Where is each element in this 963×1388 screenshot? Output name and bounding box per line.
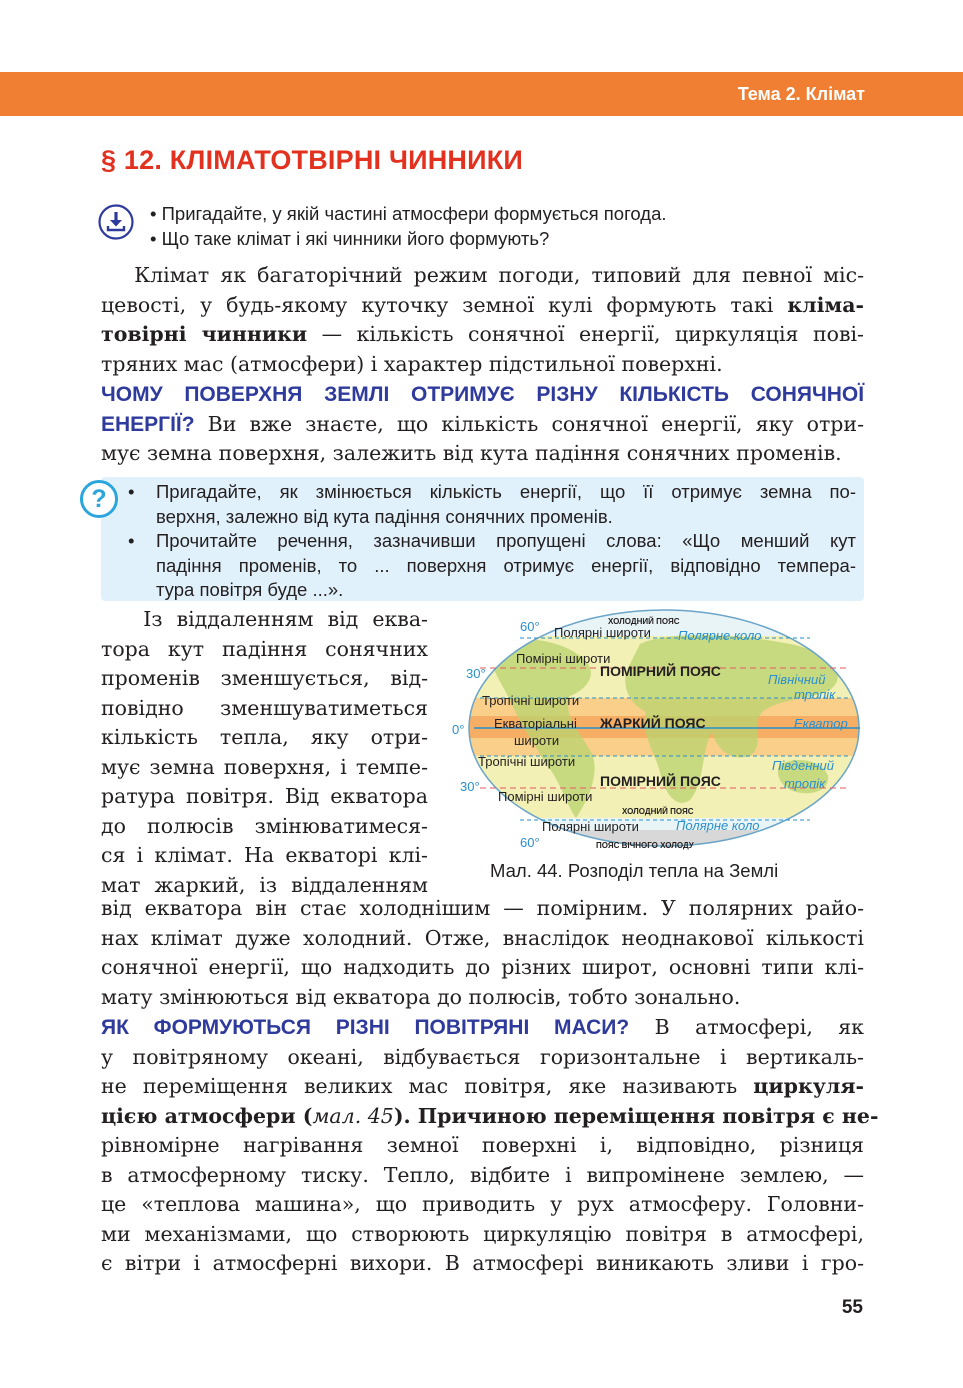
question-icon: ? [80, 480, 118, 518]
zone-label: ХОЛОДНИЙ ПОЯС [622, 803, 694, 817]
text-line: ратура повітря. Від екватора [101, 784, 428, 808]
zone-label: ЖАРКИЙ ПОЯС [600, 715, 706, 731]
text-line: мату змінюються від екватора до полюсів, тобто зонально. [101, 984, 741, 1009]
zone-label: ПОМІРНИЙ ПОЯС [600, 663, 721, 679]
text-line: рівномірне нагрівання земної поверхні і, відповідно, різниця [101, 1133, 864, 1157]
section-heading: ЕНЕРГІЇ? [101, 412, 195, 436]
term-bold: кліма- [787, 292, 864, 317]
text-line: мує земна поверхня, залежить від кута падіння сонячних променів. [101, 441, 842, 465]
line-label: тропік [784, 776, 826, 791]
page-number: 55 [841, 1297, 863, 1318]
question-item [128, 529, 856, 603]
text-line: мат жаркий, із віддаленням [101, 872, 428, 897]
latitude-label: широти [514, 733, 560, 748]
text-line: верхня, залежно від кута падіння сонячних променів. [156, 505, 613, 527]
zone-label: ХОЛОДНИЙ ПОЯС [608, 613, 680, 627]
text-line: Прочитайте речення, зазначивши пропущені слова: «Що менший кут [156, 530, 856, 551]
text-line: це «теплова машина», що приводить у рух атмосферу. Головни- [101, 1192, 864, 1216]
recall-list [150, 201, 667, 251]
line-label: Північний [768, 672, 826, 687]
text-line: Пригадайте, як змінюється кількість енергії, що її отримує земна по- [156, 481, 856, 502]
latitude-label: Полярні широти [542, 819, 639, 834]
section-heading: ЧОМУ ПОВЕРХНЯ ЗЕМЛІ ОТРИМУЄ РІЗНУ КІЛЬКІСТЬ СОНЯЧНОЇ [101, 383, 864, 406]
bullet: • [128, 530, 135, 551]
text-line: у повітряному океані, відбувається горизонтальне і вертикаль- [101, 1044, 864, 1069]
lat-label: 60° [520, 835, 540, 850]
download-arrow-icon [98, 204, 134, 240]
text-line: тура повітря буде ...». [156, 579, 344, 600]
zone-label: ПОЯС ВІЧНОГО ХОЛОДУ [596, 837, 694, 851]
text-line: повідно зменшуватиметься [101, 695, 428, 720]
latitude-label: Полярні широти [554, 625, 651, 640]
text-line: в атмосферному тиску. Тепло, відбите і випромінене землею, — [101, 1162, 864, 1187]
text-line: мує земна поверхня, і темпе- [101, 754, 428, 779]
side-paragraph [101, 605, 428, 900]
text-line: ся і клімат. На екваторі клі- [101, 843, 428, 867]
term-bold: цією атмосфери [101, 1103, 296, 1128]
text-line: Клімат як багаторічний режим погоди, типовий для певної міс- [134, 263, 864, 287]
text-line: ЯК ФОРМУЮТЬСЯ РІЗНІ ПОВІТРЯНІ МАСИ? В атмосфері, як [101, 1015, 864, 1039]
bullet: • [128, 481, 135, 502]
text-line: товірні чинники — кількість сонячної енергії, циркуляція пові- [101, 322, 864, 346]
section-why-energy [101, 380, 864, 469]
line-label: Полярне коло [678, 628, 762, 643]
latitude-label: Тропічні широти [478, 754, 576, 769]
header-bar [0, 72, 963, 116]
latitude-label: Помірні широти [498, 789, 593, 804]
figure-caption: Мал. 44. Розподіл тепла на Землі [490, 860, 779, 881]
heat-distribution-map [450, 604, 870, 856]
lat-label: 30° [460, 779, 480, 794]
topic-label: Тема 2. Клімат [737, 84, 865, 104]
text-line: сонячної енергії, що надходить до різних широт, основні типи клі- [101, 955, 864, 979]
text-line: кількість тепла, яку отри- [101, 725, 428, 749]
figure-reference: мал. 45 [312, 1103, 394, 1128]
question-list [128, 480, 856, 603]
text-line: тора кут падіння сонячних [101, 636, 428, 661]
recall-item: • Що таке клімат і які чинники його формують? [150, 228, 550, 249]
lat-label: 60° [520, 619, 540, 634]
lat-label: 0° [452, 722, 465, 737]
question-item [128, 480, 856, 529]
line-label: Полярне коло [676, 818, 760, 833]
latitude-label: Помірні широти [516, 651, 611, 666]
text-line: променів зменшується, від- [101, 666, 428, 690]
text-line: не переміщення великих мас повітря, яке називають циркуля- [101, 1074, 864, 1098]
text-line: нах клімат дуже холодний. Отже, внаслідок неоднакової кількості [101, 925, 864, 950]
section-air-masses [101, 1013, 879, 1279]
text-line: ЕНЕРГІЇ? Ви вже знаєте, що кількість сонячної енергії, яку отри- [101, 411, 864, 436]
text-line: цевості, у будь-якому куточку земної кулі формують такі кліма- [101, 292, 864, 317]
text-line: до полюсів змінюватимеся- [101, 813, 428, 838]
line-label: Екватор [794, 716, 848, 731]
latitude-label: Тропічні широти [482, 693, 580, 708]
line-label: Південний [772, 758, 834, 773]
text-line: цією атмосфери (мал. 45). Причиною переміщення повітря є не- [101, 1103, 879, 1128]
text-line: є вітри і атмосферні вихори. В атмосфері виникають зливи і гро- [101, 1251, 864, 1275]
text-line: тряних мас (атмосфери) і характер підстильної поверхні. [101, 351, 723, 376]
continuation-paragraph [101, 894, 864, 1012]
zone-label: ПОМІРНИЙ ПОЯС [600, 773, 721, 789]
recall-item: • Пригадайте, у якій частині атмосфери формується погода. [150, 203, 667, 224]
latitude-label: Екваторіальні [494, 716, 577, 731]
section-heading: ЯК ФОРМУЮТЬСЯ РІЗНІ ПОВІТРЯНІ МАСИ? [101, 1016, 630, 1039]
line-label: тропік [794, 687, 836, 702]
text-line: від екватора він стає холоднішим — помірним. У полярних райо- [101, 896, 864, 920]
text-line: падіння променів, то ... поверхня отримує енергії, відповідно темпера- [156, 554, 856, 576]
term-bold: циркуля- [753, 1074, 864, 1098]
page-title: § 12. КЛІМАТОТВІРНІ ЧИННИКИ [101, 145, 524, 175]
lat-label: 30° [466, 666, 486, 681]
text-line: Із віддаленням від еква- [143, 607, 428, 631]
text-line: ми механізмами, що створюють циркуляцію повітря в атмосфері, [101, 1221, 864, 1246]
term-bold: товірні чинники [101, 322, 308, 346]
intro-paragraph [101, 261, 864, 379]
